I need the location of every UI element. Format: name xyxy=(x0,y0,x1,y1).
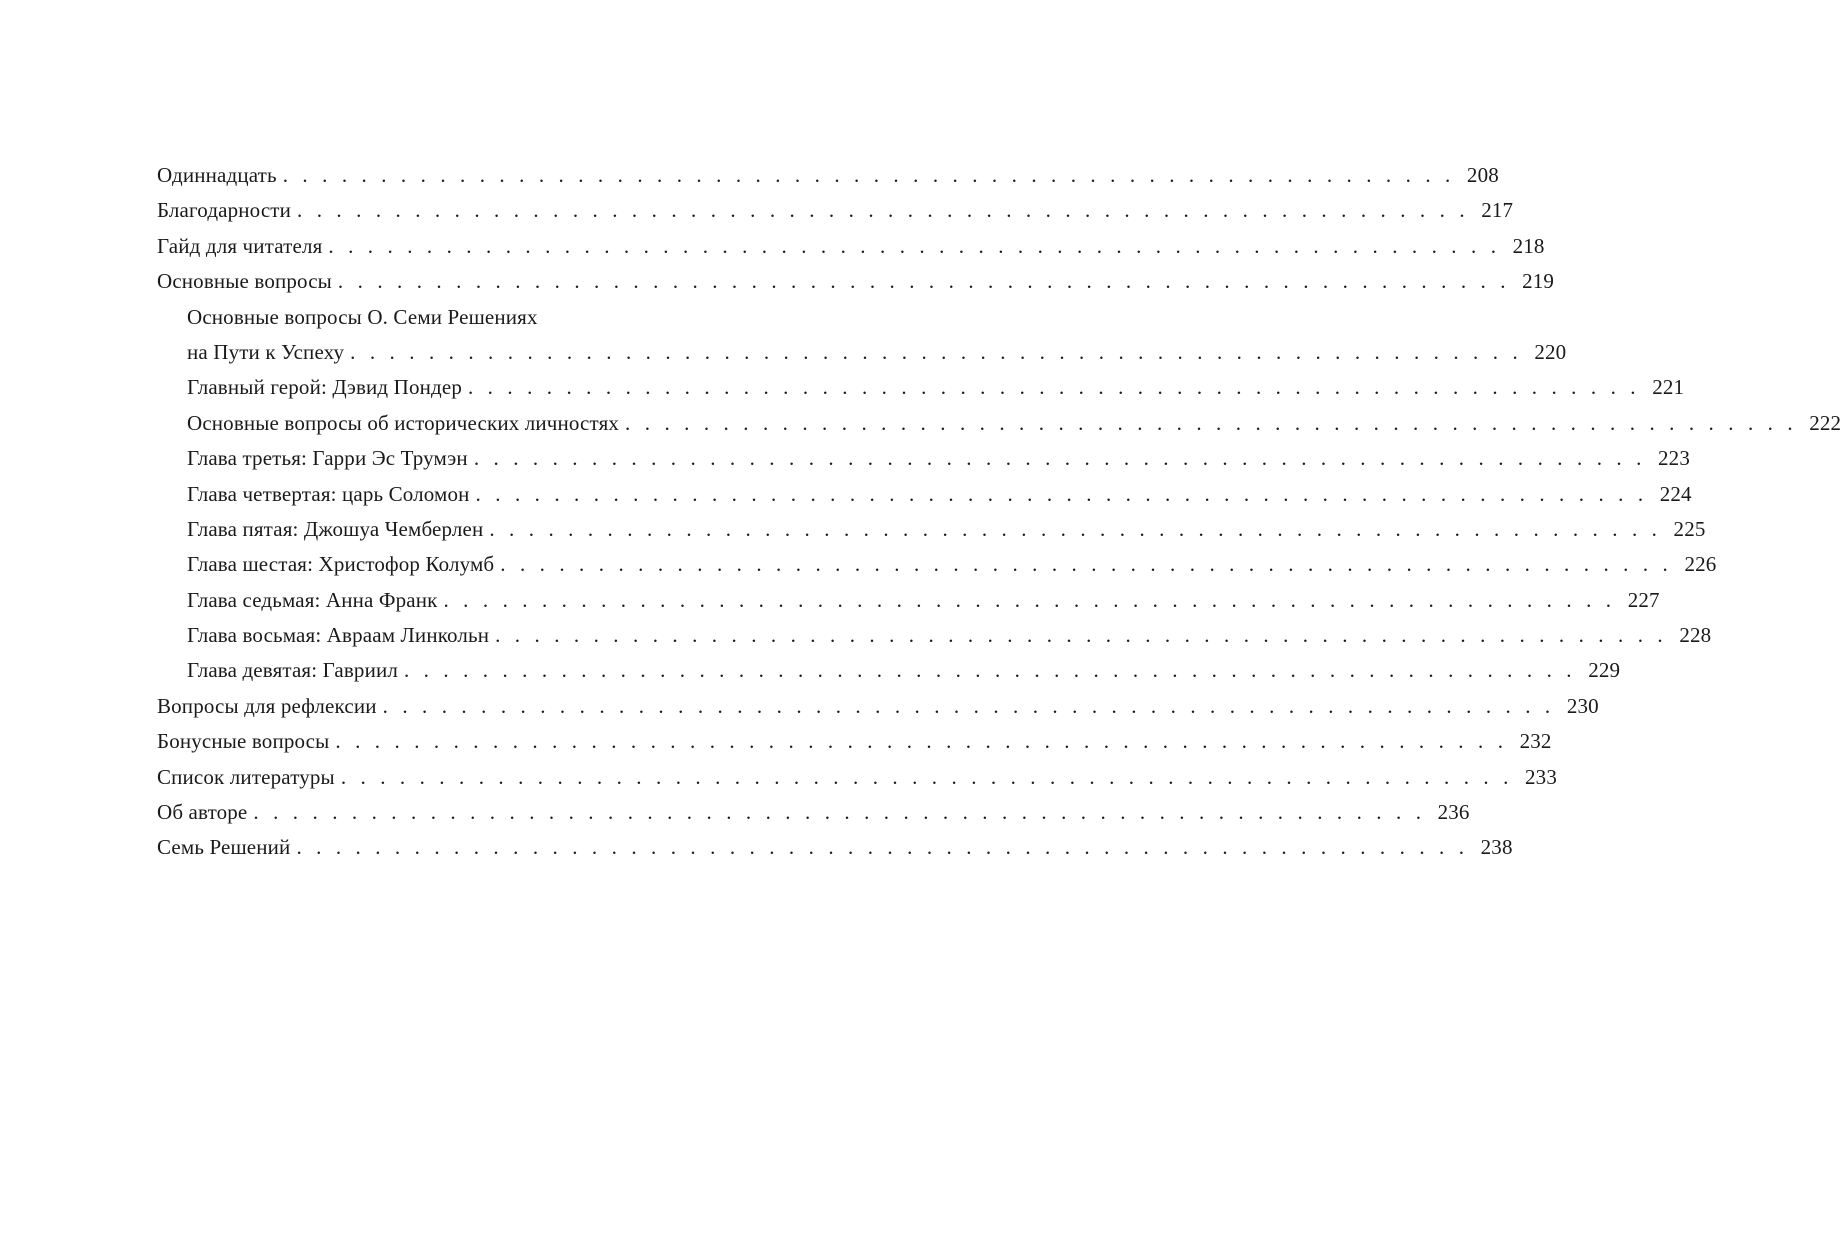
toc-entry-page: 208 xyxy=(1466,163,1499,187)
toc-entry-title: Глава третья: Гарри Эс Трумэн xyxy=(187,446,468,471)
toc-subentry-chapter-7[interactable] xyxy=(157,583,1660,618)
toc-entry-title: Глава четвертая: царь Соломон xyxy=(187,481,470,506)
toc-entry-bonus[interactable] xyxy=(157,724,1552,759)
toc-entry-title: Об авторе xyxy=(157,800,248,825)
toc-entry-page: 233 xyxy=(1525,764,1557,789)
toc-subentry-chapter-3[interactable] xyxy=(157,441,1690,476)
toc-entry-page: 219 xyxy=(1522,269,1555,294)
toc-entry-title: Глава шестая: Христофор Колумб xyxy=(187,552,495,577)
toc-subentry-chapter-5[interactable] xyxy=(157,512,1706,547)
toc-entry-literature[interactable] xyxy=(157,760,1557,795)
toc-subentry-chapter-4[interactable] xyxy=(157,477,1692,512)
toc-entry-title: Главный герой: Дэвид Пондер xyxy=(187,375,462,400)
toc-entry-title: Глава пятая: Джошуа Чемберлен xyxy=(187,516,484,541)
toc-entry-page: 218 xyxy=(1512,233,1545,258)
toc-subentry-chapter-8[interactable] xyxy=(157,618,1712,653)
dot-leader: . . . . . . . . . . . . . . . . . . . . . . . . . . . . . . . . . . . . . . . . . . . . . . . . . . . . . . . . . . . . xyxy=(297,198,1470,223)
toc-subentry-chapter-9[interactable] xyxy=(157,653,1621,688)
toc-entry-title: Список литературы xyxy=(157,764,335,789)
dot-leader: . . . . . . . . . . . . . . . . . . . . . . . . . . . . . . . . . . . . . . . . . . . . . . . . . . . . . . . . . . . . xyxy=(443,587,1616,612)
dot-leader: . . . . . . . . . . . . . . . . . . . . . . . . . . . . . . . . . . . . . . . . . . . . . . . . . . . . . . . . . . . . xyxy=(350,339,1523,364)
toc-entry-page: 223 xyxy=(1658,446,1690,471)
toc-entry-page: 222 xyxy=(1809,410,1841,435)
toc-entry-page: 229 xyxy=(1588,658,1621,683)
toc-entry-title: Глава седьмая: Анна Франк xyxy=(187,587,438,612)
toc-entry-odinnadtsat[interactable] xyxy=(157,158,1499,193)
table-of-contents xyxy=(157,158,1841,866)
toc-entry-reflection[interactable] xyxy=(157,689,1599,724)
toc-entry-blagodarnosti[interactable] xyxy=(157,193,1514,228)
toc-entry-page: 224 xyxy=(1659,481,1692,506)
toc-entry-title: Основные вопросы xyxy=(157,269,332,294)
toc-entry-page: 228 xyxy=(1679,623,1712,648)
toc-entry-gaid[interactable] xyxy=(157,229,1545,264)
dot-leader: . . . . . . . . . . . . . . . . . . . . . . . . . . . . . . . . . . . . . . . . . . . . . . . . . . . . . . . . . . . . xyxy=(328,233,1501,258)
dot-leader: . . . . . . . . . . . . . . . . . . . . . . . . . . . . . . . . . . . . . . . . . . . . . . . . . . . . . . . . . . . . xyxy=(475,481,1648,506)
dot-leader: . . . . . . . . . . . . . . . . . . . . . . . . . . . . . . . . . . . . . . . . . . . . . . . . . . . . . . . . . . . . xyxy=(337,269,1511,294)
dot-leader: . . . . . . . . . . . . . . . . . . . . . . . . . . . . . . . . . . . . . . . . . . . . . . . . . . . . . . . . . . . . xyxy=(403,658,1577,683)
toc-entry-osnovnye-voprosy[interactable] xyxy=(157,264,1555,299)
dot-leader: . . . . . . . . . . . . . . . . . . . . . . . . . . . . . . . . . . . . . . . . . . . . . . . . . . . . . . . . . . . . xyxy=(495,623,1668,648)
toc-entry-title: Одиннадцать xyxy=(157,163,277,187)
toc-entry-page: 221 xyxy=(1652,375,1685,400)
toc-entry-page: 217 xyxy=(1481,198,1514,223)
toc-entry-page: 225 xyxy=(1673,516,1706,541)
toc-entry-title: Глава восьмая: Авраам Линкольн xyxy=(187,623,490,648)
toc-entry-title: Семь Решений xyxy=(157,835,291,860)
dot-leader: . . . . . . . . . . . . . . . . . . . . . . . . . . . . . . . . . . . . . . . . . . . . . . . . . . . . . . . . . . . . xyxy=(473,446,1646,471)
toc-subentry-seven-decisions-line1[interactable]: Основные вопросы О. Семи Решениях xyxy=(187,304,538,329)
dot-leader: . . . . . . . . . . . . . . . . . . . . . . . . . . . . . . . . . . . . . . . . . . . . . . . . . . . . . . . . . . . . xyxy=(335,729,1508,754)
toc-entry-title: Глава девятая: Гавриил xyxy=(187,658,398,683)
toc-entry-title: Вопросы для рефлексии xyxy=(157,693,377,718)
dot-leader: . . . . . . . . . . . . . . . . . . . . . . . . . . . . . . . . . . . . . . . . . . . . . . . . . . . . . . . . . . . . xyxy=(282,163,1455,187)
toc-entry-page: 232 xyxy=(1519,729,1552,754)
toc-entry-title: Гайд для читателя xyxy=(157,233,323,258)
toc-entry-page: 230 xyxy=(1566,693,1599,718)
dot-leader: . . . . . . . . . . . . . . . . . . . . . . . . . . . . . . . . . . . . . . . . . . . . . . . . . . . . . . . . . . . . xyxy=(500,552,1673,577)
toc-entry-title: Бонусные вопросы xyxy=(157,729,330,754)
toc-subentry-seven-decisions[interactable] xyxy=(157,335,1567,370)
toc-entry-about-author[interactable] xyxy=(157,795,1470,830)
toc-entry-seven-decisions[interactable] xyxy=(157,830,1513,865)
toc-entry-title: Основные вопросы об исторических личностях xyxy=(187,410,620,435)
toc-subentry-main-hero[interactable] xyxy=(157,370,1685,405)
toc-subentry-chapter-6[interactable] xyxy=(157,547,1717,582)
dot-leader: . . . . . . . . . . . . . . . . . . . . . . . . . . . . . . . . . . . . . . . . . . . . . . . . . . . . . . . . . . . . xyxy=(489,516,1662,541)
toc-entry-page: 236 xyxy=(1437,800,1470,825)
toc-entry-page: 220 xyxy=(1534,339,1567,364)
toc-entry-page: 226 xyxy=(1684,552,1717,577)
toc-entry-title: на Пути к Успеху xyxy=(187,339,345,364)
dot-leader: . . . . . . . . . . . . . . . . . . . . . . . . . . . . . . . . . . . . . . . . . . . . . . . . . . . . . . . . . . . . xyxy=(253,800,1426,825)
toc-subentry-historical-figures[interactable] xyxy=(157,406,1841,441)
dot-leader: . . . . . . . . . . . . . . . . . . . . . . . . . . . . . . . . . . . . . . . . . . . . . . . . . . . . . . . . . . . . xyxy=(340,764,1513,789)
dot-leader: . . . . . . . . . . . . . . . . . . . . . . . . . . . . . . . . . . . . . . . . . . . . . . . . . . . . . . . . . . . . xyxy=(625,410,1798,435)
toc-entry-page: 227 xyxy=(1627,587,1660,612)
toc-entry-title: Благодарности xyxy=(157,198,292,223)
dot-leader: . . . . . . . . . . . . . . . . . . . . . . . . . . . . . . . . . . . . . . . . . . . . . . . . . . . . . . . . . . . . xyxy=(467,375,1641,400)
dot-leader: . . . . . . . . . . . . . . . . . . . . . . . . . . . . . . . . . . . . . . . . . . . . . . . . . . . . . . . . . . . . xyxy=(382,693,1555,718)
toc-entry-page: 238 xyxy=(1480,835,1513,860)
dot-leader: . . . . . . . . . . . . . . . . . . . . . . . . . . . . . . . . . . . . . . . . . . . . . . . . . . . . . . . . . . . . xyxy=(296,835,1469,860)
